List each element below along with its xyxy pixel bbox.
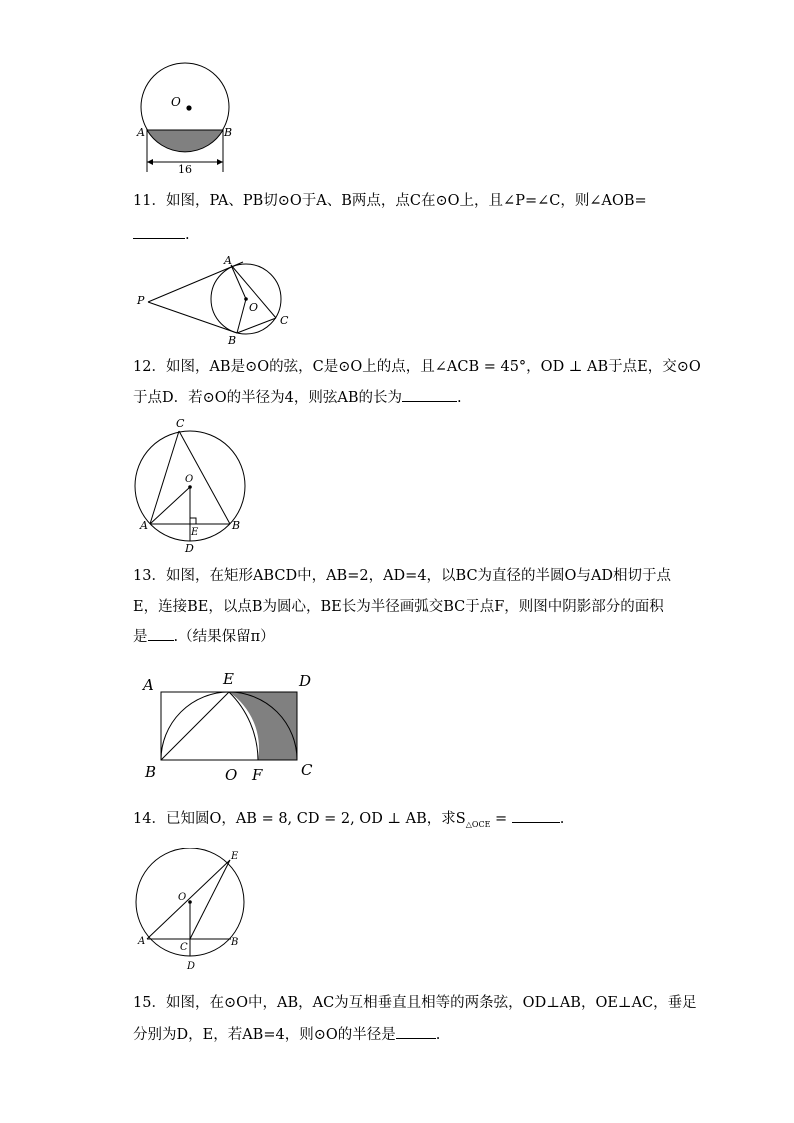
label-O: O [178,892,187,903]
label-A: A [224,254,232,267]
q14-subscript: △OCE [465,819,491,829]
label-C: C [280,314,289,327]
q11-answer-blank[interactable] [133,222,185,239]
question-15 [133,988,697,1018]
label-O: O [171,95,181,109]
label-A: A [138,936,146,947]
q15-text-line1: 15．如图，在⊙O中，AB，AC为互相垂直且相等的两条弦，OD⊥AB，OE⊥AC，垂足 [133,995,697,1011]
question-14: 14．已知圆O，AB = 8, CD = 2, OD ⊥ AB，求$S_{\triangle OCE}$ = . [133,804,564,840]
label-F: F [252,766,263,784]
figure-q12 [133,415,253,557]
question-11 [133,186,647,216]
question-13 [133,561,671,591]
label-B: B [232,519,241,532]
label-B: B [231,937,239,948]
label-B: B [145,763,157,781]
label-A: A [143,676,154,694]
q13-text-line2: E，连接BE，以点B为圆心，BE长为半径画弧交BC于点F，则图中阴影部分的面积 [133,599,664,615]
question-13-line2 [133,592,664,622]
label-width: 16 [178,163,192,176]
q15-answer-blank[interactable] [396,1022,436,1039]
label-A: A [137,126,145,139]
q13-answer-blank[interactable] [148,624,174,641]
q12-text-line2: 于点D．若⊙O的半径为4，则弦AB的长为 [133,390,403,406]
label-O: O [249,301,259,314]
figure-q11 [133,252,293,347]
question-13-line3: 是 .（结果保留π） [133,622,275,652]
label-P: P [137,294,145,307]
question-12-line2: 于点D．若⊙O的半径为4，则弦AB的长为 . [133,383,462,413]
label-C: C [180,942,188,953]
label-E: E [191,527,199,538]
label-A: A [140,519,148,532]
label-D: D [187,961,196,972]
question-11-line2: . [133,220,190,250]
label-E: E [231,851,239,862]
q13-text-line1: 13．如图，在矩形ABCD中，AB=2，AD=4，以BC为直径的半圆O与AD相切于点 [133,568,672,584]
q12-text-line1: 12．如图，AB是⊙O的弦，C是⊙O上的点，且∠ACB = 45°，OD ⊥ AB于点E，交⊙O [133,359,701,375]
figure-q14 [133,848,253,973]
label-O: O [185,474,194,485]
q11-text: 11．如图，PA、PB切⊙O于A、B两点，点C在⊙O上，且∠P=∠C，则∠AOB= [133,193,647,209]
label-D: D [185,542,194,555]
label-D: D [299,672,312,690]
label-B: B [224,126,233,139]
question-15-line2: 分别为D，E，若AB=4，则⊙O的半径是 . [133,1020,440,1050]
label-O: O [225,766,238,784]
label-E: E [223,670,234,688]
q14-answer-blank[interactable] [512,806,560,823]
label-C: C [301,761,313,779]
figure-q13 [133,665,323,785]
q14-text: 14．已知圆O，AB = 8, CD = 2, OD ⊥ AB，求S [133,811,466,827]
question-12 [133,352,701,382]
label-B: B [228,334,237,347]
figure-q10 [125,62,250,177]
q15-text-line2: 分别为D，E，若AB=4，则⊙O的半径是 [133,1027,396,1043]
q12-answer-blank[interactable] [402,385,457,402]
label-C: C [176,417,185,430]
